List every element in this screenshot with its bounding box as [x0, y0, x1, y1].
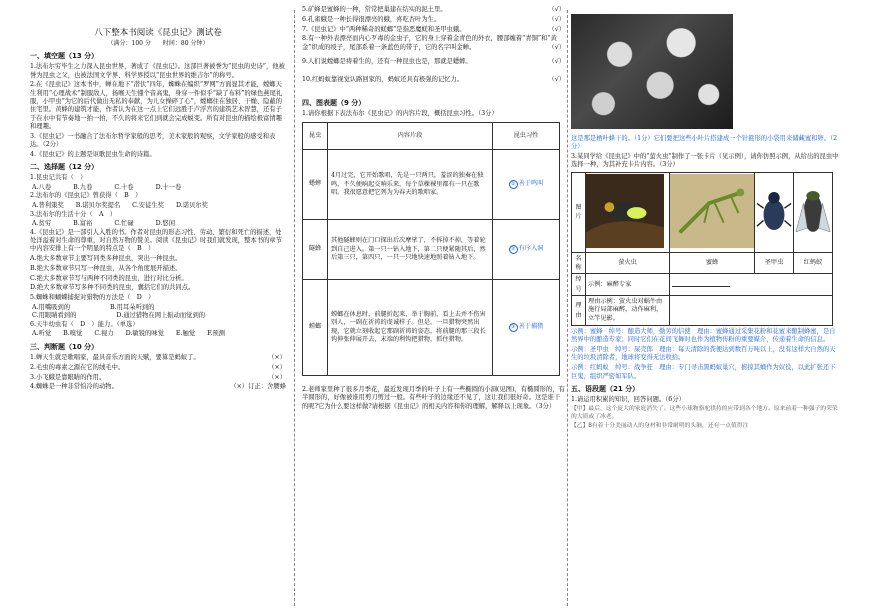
tf-question: [302, 76, 565, 84]
table-row: [303, 220, 560, 280]
option: B.用耳朵听到的: [110, 304, 155, 312]
scarab-image-cell: [755, 172, 794, 252]
insect-name: 蟋蟀: [303, 150, 328, 220]
option: D.通过猎物在网上振动而觉到的: [116, 312, 206, 320]
fill-question: 4.《昆虫记》的主题是讴歌昆虫生命的诗篇。: [30, 150, 156, 158]
option: A.普利策奖: [32, 202, 64, 210]
option: B.绝大多数章节只写一种昆虫，从各个角度展开描述。: [30, 264, 182, 272]
answer-blank: [672, 280, 730, 287]
reason-blank-cell: [670, 296, 833, 326]
mantis-image: [670, 173, 754, 249]
tf-text: 8.有一种外表漂亮而内心歹毒的金虫子，它的身上穿着金青色的外衣，腰部缠着“青铜”和“黄金”织成的绶子，尾部系着一条蓝色的带子，它的名字叫金蝉。: [302, 35, 557, 51]
insect-name: 蜜蜂: [670, 252, 755, 274]
firefly-image: [586, 173, 664, 249]
option: A.听觉: [32, 330, 52, 338]
option: B.富裕: [73, 220, 93, 228]
mc-question: 2.法布尔的《昆虫记》曾获得（ B ）: [30, 192, 142, 200]
tf-answer: （×）: [268, 353, 286, 361]
passage-b: 【乙】B有着十分美丽动人的身材和非常耐明的头脑，还有一点值得注: [571, 422, 749, 429]
habit-cell: [493, 280, 560, 376]
cicada-image: [794, 173, 832, 249]
chart-question: 2.老师家里种了很多月季花，最近发现月季的叶子上有一些椭圆的小洞(见图)，有椭圆形的，有半圆形的，好像被谁用剪刀剪过一般。有些叶子的边缘还不见了，这让我们很好奇。这是谁干的呢?它为什么要这样做?请根据《昆虫记》的相关内容和你的理解，解释以上现象。（3分）: [302, 386, 565, 410]
nickname-blank-cell: [670, 274, 833, 296]
section-heading: 四、图表题（9 分）: [302, 98, 366, 107]
section-heading: 五、语段题（21 分）: [571, 384, 640, 393]
option: F.预测: [207, 330, 226, 338]
rose-leaf-photo: [571, 14, 733, 129]
option: D.悠闲: [155, 220, 176, 228]
tf-text: 6.孔雀蛾是一种长得很漂亮的蛾，喜吃杏叶为生。: [302, 15, 441, 23]
nickname-row: [572, 274, 833, 296]
tf-answer: （√）: [548, 76, 565, 84]
section-heading: 三、判断题（10 分）: [30, 342, 99, 351]
image-row: [572, 172, 833, 252]
option: A.绝大多数章节主要写同类多种昆虫，突出一种昆虫。: [30, 255, 182, 263]
tf-question: [302, 26, 565, 34]
option: D.诺贝尔奖: [175, 202, 208, 210]
mc-question: 1.昆虫记共有（ ）: [30, 174, 87, 182]
tf-question: [30, 383, 286, 391]
circle-number: ①: [509, 180, 518, 189]
bee-image-cell: [670, 172, 755, 252]
tf-text: 7.《昆虫记》中“两种稀奇的蜣螂”是指恶魔蜣和圣甲虫蛾。: [302, 25, 466, 33]
tf-question: [302, 6, 565, 14]
option: C.十卷: [114, 184, 134, 192]
insect-name: 萤火虫: [586, 252, 670, 274]
column-right: [571, 6, 841, 432]
reason-example: 理由示例：萤火虫对蜗牛由施行局部麻醉，动作麻利，立竿见影。: [586, 296, 670, 326]
insect-card-table: [571, 172, 833, 326]
tf-question: [30, 354, 286, 362]
circle-number: ②: [509, 245, 518, 254]
mc-question: 5.蜘蛛和蝴蝶捕捉对猎物的方法是（ D ）: [30, 294, 155, 302]
tf-question: [302, 35, 565, 52]
option: A.八卷: [32, 184, 52, 192]
tf-text: 2.毛虫的毒素之源在它的绒毛中。: [30, 363, 125, 371]
insect-name: 圣甲虫: [755, 252, 794, 274]
tf-answer: （√）: [548, 6, 565, 13]
tf-text: 3.小飞蛾是靠眼睛的作用。: [30, 373, 106, 381]
passage-question: 1.请运用积累的知识，回答问题。（6分）: [571, 396, 685, 404]
ant-image-cell: [794, 172, 833, 252]
card-answer: 示例：圣甲虫 绰号：屎壳郎 理由：每天清除的粪便达到数百万吨以上，没有这样大自然的天生的垃圾清除者，地球将变得无法收拾。: [571, 346, 836, 362]
option: C.安徒生奖: [132, 202, 164, 210]
row-label: 名称: [572, 252, 586, 274]
tf-answer: （√）: [548, 25, 565, 33]
mc-options: [30, 312, 286, 320]
option: D.十一卷: [155, 184, 182, 192]
card-answer: 示例：红蚂蚁 绰号：战争狂 理由：专门寻击黑蚂蚁巢穴，掳掠其蛹作为奴役，以此扩张还下巨鬼，组织严密如军队。: [571, 364, 836, 380]
option: A.用嘴吸到的: [32, 304, 71, 312]
table-header-row: [303, 123, 560, 150]
column-left: [30, 6, 286, 393]
tf-answer: （√）: [548, 15, 565, 23]
insect-habit-table: [302, 122, 560, 376]
insect-name: 隧蜂: [303, 220, 328, 280]
habit-answer: 善于鸣叫: [518, 180, 544, 188]
habit-cell: [493, 220, 560, 280]
option: C.忙碌: [114, 220, 134, 228]
page-title: 八下整本书阅读《昆虫记》测试卷: [94, 28, 222, 38]
tf-text: 5.矿蜂是蜜蜂的一种，常常把巢建在结实的泥土里。: [302, 6, 447, 13]
row-label: 理由: [572, 296, 586, 326]
table-header: 内容片段: [328, 123, 493, 150]
mc-options: [30, 202, 286, 210]
mc-question: 6.天牛幼虫有（ D ）能力。（单选）: [30, 320, 139, 328]
card-answer: 示例：蜜蜂 绰号：酿造大师，勤劳的信使 理由：蜜蜂通过采集花粉和花蜜来酿制蜂蜜，是自然界中的酿造专家；同时它们在花间飞舞时也作为植物传粉的重要媒介，传递着生命的信息。: [571, 328, 836, 344]
option: E.触觉: [175, 330, 196, 338]
card-question: 3.某同学给《昆虫记》中的“萤火虫”制作了一张卡片（见示例），请你仿照示例，从给出的昆虫中选择一种，为其补充卡片内容。（3分）: [571, 153, 839, 169]
insect-name: 螳螂: [303, 280, 328, 376]
option: D.敏锐的味觉: [125, 330, 164, 338]
circle-number: ③: [509, 323, 518, 332]
habit-answer: 有序入洞: [518, 245, 544, 253]
photo-answer: 这是那是栖叶蜂干的。（1分）它们要把这些小叶片搭建成一个针箍形的小袋用来储藏蜜和卵。（2分）: [571, 135, 838, 151]
option: B.诺贝尔奖提名: [75, 202, 121, 210]
row-label: 绰号: [572, 274, 586, 296]
section-heading: 一、填空题（13 分）: [30, 52, 99, 61]
section-heading: 二、选择题（12 分）: [30, 163, 99, 172]
firefly-image-cell: [586, 172, 670, 252]
table-row: [303, 150, 560, 220]
tf-answer: （×）: [268, 363, 286, 371]
habit-answer: 善于捕猎: [518, 323, 544, 331]
column-middle: [302, 6, 565, 413]
tf-question: [302, 58, 565, 66]
mc-question: 4.《昆虫记》是一部引人入胜的书。作者对昆虫的形态习性、劳动、繁衍和死亡的描述，处处洋溢着对生命的尊重，对自然万物的赞美。阅读《昆虫记》时我们就发现，整本书的章节中内容安排上有一个明显的特点是（ B ）: [30, 228, 282, 253]
tf-question: [302, 16, 565, 24]
excerpt-text: 螳螂在休息时，前腿折起来，举于胸前，看上去并不伤害别人，一副在祈祷的虔诚样子。但是，一旦猎物突然出现，它就立刻收起它那副祈祷的姿态，将前腿的那三段长钩伸张伸展开去，末端的利钩把猎物，抓住猎物。: [328, 280, 493, 376]
option: C.视力: [94, 330, 114, 338]
insect-name: 红蚂蚁: [794, 252, 833, 274]
fill-question: 2.在《昆虫记》这本书中，蝉在地下“潜伏”四年，蜘蛛在编织“罗网”方面显其才能，螳螂天生利用“心理战术”制服敌人，扬喉天生懂个音高鬼，身穿一件似乎“缺了布料”的绿色燕尾礼服，小甲虫“为它的后代做出无私的奉献，为儿女操碎了心”，螳螂住在独居、干燥、隐蔽的住宅里。黄蜂的建筑才能，作者认为在这一点上它们远胜于卢浮宫的建筑艺术智慧，还有子于在水中有节奏地一拍一拍，不久的将来它们到就会完成蜕变。所有对昆虫的描绘极富情趣和理趣。: [30, 81, 283, 130]
tf-answer: （√）: [548, 43, 565, 51]
tf-text: 1.蝉天生就是歌唱家，最具音乐方面的天赋，要算是蚂蚁了。: [30, 353, 200, 361]
fill-question: 1.法布尔穷毕生之力深入昆虫世界，著成了《昆虫记》。这部巨著被誉为“昆虫的史诗”，他被誉为昆虫之父，也被法国文学界、科学界授以“昆虫世界的维吉尔”的称号。: [30, 63, 285, 79]
row-label: 图片: [572, 172, 586, 252]
tf-text: 4.蜘蛛是一种非常怕冷的动物。: [30, 383, 118, 391]
mc-options: [30, 330, 286, 338]
tf-text: 9.人们说螳螂是祷着生的，还有一种昆虫也是，那就是蟋蟀。: [302, 57, 472, 65]
mc-question: 3.法布尔的生活十分（ A ）: [30, 210, 117, 218]
excerpt-text: 其他隧蜂则在门口探出后次摩挲了，不拆掉不掉，等着轮到自己进入。第一只一钻入地下，第二只便紧随其后，然后第三只，第四只，一只一只地快速地照着钻入地下。: [328, 220, 493, 280]
tf-answer: （√）: [548, 57, 565, 65]
table-header: 昆虫: [303, 123, 328, 150]
tf-answer: （×）订正：舍腰蜂: [230, 383, 286, 391]
column-divider: [294, 10, 295, 606]
tf-question: [30, 364, 286, 372]
reason-row: [572, 296, 833, 326]
mc-options: [30, 220, 286, 228]
name-row: [572, 252, 833, 274]
tf-question: [30, 374, 286, 382]
chart-question: 1.请你根据下表法布尔《昆虫记》的内容片段，概括昆虫习性。（3分）: [302, 109, 498, 117]
option: C.用眼睛看到的: [32, 312, 77, 320]
column-divider: [567, 10, 568, 606]
option: D.绝大多数章节写多种不同类的昆虫，囊括它们的共同点。: [30, 284, 195, 292]
table-header: 昆虫习性: [493, 123, 560, 150]
option: B.嗅觉: [63, 330, 83, 338]
nickname-example: 示例：麻醉专家: [586, 274, 670, 296]
option: A.贫穷: [32, 220, 52, 228]
scarab-image: [755, 173, 793, 249]
excerpt-text: 4月过完，它开始歌唱，先是一只两只，羞涩的独奏在独鸣，不久便响起交响乐来，每个草棵裸里都有一只在歌唱。我很愿意把它列为为春天的歌唱家。: [328, 150, 493, 220]
tf-text: 10.红蚂蚁靠视觉认路回家的，蚂蚁还具有极强的记忆力。: [302, 76, 464, 84]
option: C.绝大多数章节写与两种不同类的昆虫，进行对比分析。: [30, 274, 188, 282]
fill-question: 3.《昆虫记》一书融合了法布尔哲学家般的思考，美术家般的观察，文学家般的感受和表达。（2分）: [30, 132, 276, 149]
habit-cell: [493, 150, 560, 220]
page-subtitle: （满分：100 分 时间：80 分钟）: [107, 40, 209, 48]
tf-answer: （×）: [268, 373, 286, 381]
table-row: [303, 280, 560, 376]
option: B.九卷: [73, 184, 93, 192]
passage-a: 【甲】最后，这个庞大的家庭消失了。这些小球物骆驼拱持的应带到各个地方。原来前着一种强子的荣荣的大质或了冰老。: [571, 405, 838, 420]
